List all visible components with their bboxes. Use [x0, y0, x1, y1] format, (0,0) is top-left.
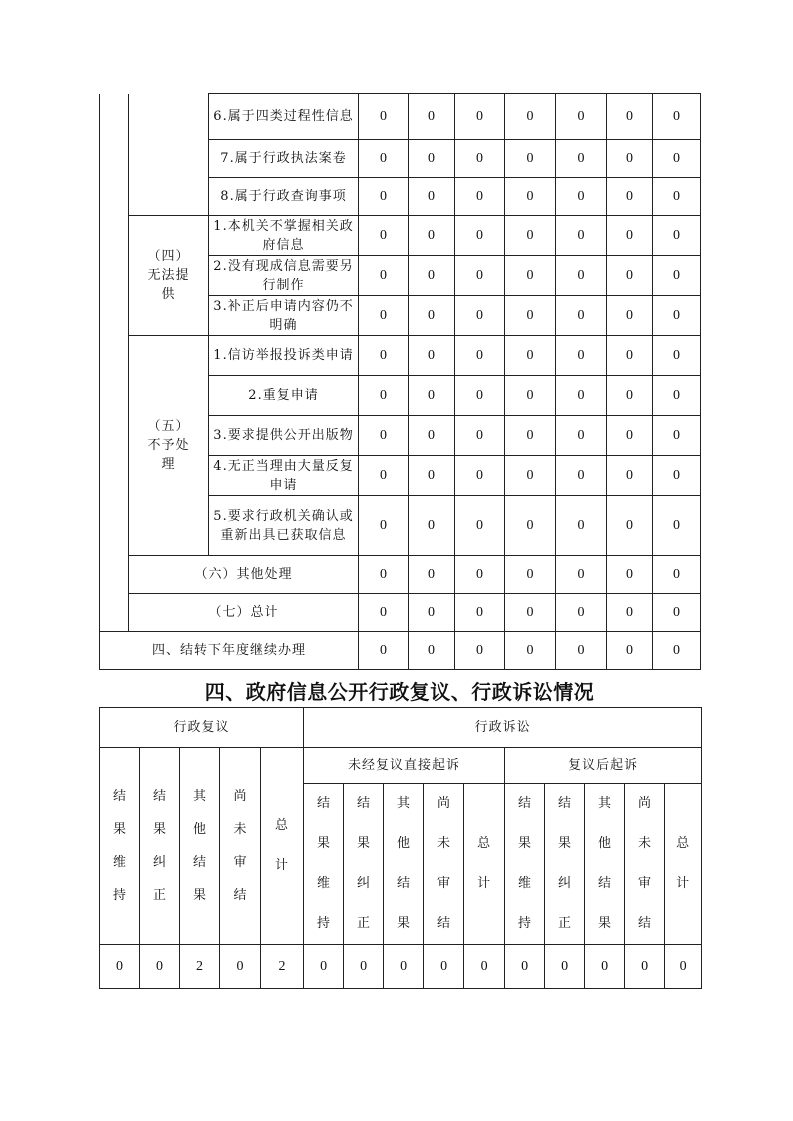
value-cell: 0 [409, 216, 455, 256]
value-cell: 0 [653, 496, 701, 556]
after-col-header: 结果纠正 [545, 784, 585, 945]
value-cell: 0 [359, 336, 409, 376]
row-label: 1.本机关不掌握相关政府信息 [209, 216, 359, 256]
review-col-header: 尚未审结 [220, 748, 261, 945]
review-col-header: 结果维持 [100, 748, 140, 945]
table-row [100, 556, 701, 594]
value-cell: 0 [409, 456, 455, 496]
table-row [100, 632, 701, 670]
group-blank-cell [129, 94, 209, 216]
value-cell: 0 [409, 336, 455, 376]
value-cell: 0 [607, 376, 653, 416]
value-cell: 0 [607, 556, 653, 594]
direct-col-header: 结果纠正 [344, 784, 384, 945]
value-cell: 0 [665, 945, 702, 989]
value-cell: 0 [556, 336, 607, 376]
review-col-header: 其他结果 [180, 748, 220, 945]
review-col-header: 总计 [261, 748, 304, 945]
value-cell: 0 [409, 296, 455, 336]
value-cell: 0 [455, 594, 505, 632]
value-cell: 0 [653, 594, 701, 632]
value-cell: 0 [653, 376, 701, 416]
value-cell: 0 [505, 296, 556, 336]
value-cell: 0 [653, 140, 701, 178]
value-cell: 0 [359, 594, 409, 632]
value-cell: 0 [505, 140, 556, 178]
value-cell: 0 [505, 94, 556, 140]
value-cell: 0 [653, 216, 701, 256]
value-cell: 0 [505, 376, 556, 416]
table-row [100, 216, 701, 256]
value-cell: 0 [653, 178, 701, 216]
value-cell: 0 [455, 416, 505, 456]
row-label: 2.重复申请 [209, 376, 359, 416]
value-cell: 0 [359, 496, 409, 556]
value-cell: 0 [455, 296, 505, 336]
value-cell: 0 [505, 456, 556, 496]
row-label: 3.要求提供公开出版物 [209, 416, 359, 456]
value-cell: 0 [556, 556, 607, 594]
value-cell: 0 [505, 178, 556, 216]
value-cell: 0 [505, 945, 545, 989]
review-col-header: 结果纠正 [140, 748, 180, 945]
section-title: 四、政府信息公开行政复议、行政诉讼情况 [204, 680, 595, 704]
table-row [100, 594, 701, 632]
group-label-not-processed: （五）不予处理 [129, 336, 209, 556]
row-label: 5.要求行政机关确认或重新出具已获取信息 [209, 496, 359, 556]
value-cell: 0 [556, 594, 607, 632]
value-cell: 0 [359, 632, 409, 670]
value-cell: 0 [455, 632, 505, 670]
header-row [100, 748, 702, 784]
value-cell: 0 [653, 296, 701, 336]
value-cell: 0 [607, 256, 653, 296]
after-col-header: 结果维持 [505, 784, 545, 945]
value-cell: 0 [455, 256, 505, 296]
row-label: 6.属于四类过程性信息 [209, 94, 359, 140]
value-cell: 0 [455, 140, 505, 178]
direct-col-header: 其他结果 [384, 784, 424, 945]
value-cell: 0 [359, 216, 409, 256]
value-cell: 0 [359, 296, 409, 336]
value-cell: 0 [585, 945, 625, 989]
value-cell: 0 [409, 416, 455, 456]
value-cell: 2 [180, 945, 220, 989]
value-cell: 0 [607, 456, 653, 496]
value-cell: 0 [505, 256, 556, 296]
row-label: 3.补正后申请内容仍不明确 [209, 296, 359, 336]
value-cell: 0 [545, 945, 585, 989]
value-cell: 0 [409, 94, 455, 140]
value-cell: 0 [653, 632, 701, 670]
value-cell: 0 [409, 496, 455, 556]
value-cell: 0 [556, 632, 607, 670]
direct-col-header: 总计 [464, 784, 505, 945]
review-header: 行政复议 [100, 708, 304, 748]
value-cell: 0 [556, 94, 607, 140]
value-cell: 0 [607, 594, 653, 632]
table-row [100, 94, 701, 140]
value-cell: 0 [359, 456, 409, 496]
value-cell: 0 [409, 632, 455, 670]
value-cell: 0 [455, 216, 505, 256]
after-col-header: 尚未审结 [625, 784, 665, 945]
value-cell: 0 [505, 594, 556, 632]
row-label: 四、结转下年度继续办理 [100, 632, 359, 670]
value-cell: 0 [359, 140, 409, 178]
after-col-header: 其他结果 [585, 784, 625, 945]
value-cell: 0 [556, 376, 607, 416]
values-row [100, 945, 702, 989]
value-cell: 0 [409, 556, 455, 594]
row-label: 7.属于行政执法案卷 [209, 140, 359, 178]
value-cell: 0 [455, 178, 505, 216]
value-cell: 0 [359, 556, 409, 594]
value-cell: 0 [409, 178, 455, 216]
row-label: （六）其他处理 [129, 556, 359, 594]
value-cell: 0 [653, 456, 701, 496]
value-cell: 0 [359, 256, 409, 296]
value-cell: 0 [384, 945, 424, 989]
value-cell: 0 [607, 140, 653, 178]
value-cell: 0 [359, 94, 409, 140]
after-col-header: 总计 [665, 784, 702, 945]
value-cell: 0 [409, 594, 455, 632]
row-label: 1.信访举报投诉类申请 [209, 336, 359, 376]
value-cell: 0 [556, 416, 607, 456]
value-cell: 0 [344, 945, 384, 989]
value-cell: 0 [505, 632, 556, 670]
value-cell: 0 [607, 632, 653, 670]
value-cell: 0 [625, 945, 665, 989]
value-cell: 0 [455, 376, 505, 416]
after-review-header: 复议后起诉 [505, 748, 702, 784]
review-litigation-table [99, 707, 702, 989]
group-label-unable: （四）无法提供 [129, 216, 209, 336]
value-cell: 0 [556, 256, 607, 296]
row-label: 2.没有现成信息需要另行制作 [209, 256, 359, 296]
value-cell: 0 [359, 178, 409, 216]
value-cell: 0 [607, 216, 653, 256]
value-cell: 0 [409, 256, 455, 296]
value-cell: 0 [653, 416, 701, 456]
value-cell: 0 [464, 945, 505, 989]
value-cell: 0 [607, 94, 653, 140]
row-label: （七）总计 [129, 594, 359, 632]
direct-header: 未经复议直接起诉 [304, 748, 505, 784]
value-cell: 0 [607, 416, 653, 456]
value-cell: 0 [359, 376, 409, 416]
application-handling-table [99, 93, 701, 670]
value-cell: 0 [455, 336, 505, 376]
value-cell: 0 [505, 336, 556, 376]
value-cell: 0 [505, 556, 556, 594]
value-cell: 0 [140, 945, 180, 989]
direct-col-header: 尚未审结 [424, 784, 464, 945]
value-cell: 0 [556, 140, 607, 178]
value-cell: 0 [556, 496, 607, 556]
value-cell: 0 [359, 416, 409, 456]
value-cell: 0 [556, 216, 607, 256]
header-row [100, 708, 702, 748]
row-label: 8.属于行政查询事项 [209, 178, 359, 216]
value-cell: 0 [556, 178, 607, 216]
value-cell: 0 [505, 416, 556, 456]
value-cell: 0 [455, 94, 505, 140]
value-cell: 0 [409, 376, 455, 416]
value-cell: 0 [455, 496, 505, 556]
value-cell: 0 [424, 945, 464, 989]
row-label: 4.无正当理由大量反复申请 [209, 456, 359, 496]
value-cell: 0 [653, 256, 701, 296]
value-cell: 0 [304, 945, 344, 989]
value-cell: 0 [556, 456, 607, 496]
value-cell: 0 [607, 178, 653, 216]
value-cell: 0 [455, 556, 505, 594]
value-cell: 0 [100, 945, 140, 989]
value-cell: 2 [261, 945, 304, 989]
table-row [100, 336, 701, 376]
direct-col-header: 结果维持 [304, 784, 344, 945]
value-cell: 0 [556, 296, 607, 336]
litigation-header: 行政诉讼 [304, 708, 702, 748]
value-cell: 0 [505, 496, 556, 556]
value-cell: 0 [653, 556, 701, 594]
value-cell: 0 [607, 336, 653, 376]
outer-blank-cell [100, 94, 129, 632]
value-cell: 0 [505, 216, 556, 256]
value-cell: 0 [653, 94, 701, 140]
value-cell: 0 [220, 945, 261, 989]
value-cell: 0 [607, 496, 653, 556]
value-cell: 0 [409, 140, 455, 178]
value-cell: 0 [607, 296, 653, 336]
value-cell: 0 [455, 456, 505, 496]
value-cell: 0 [653, 336, 701, 376]
